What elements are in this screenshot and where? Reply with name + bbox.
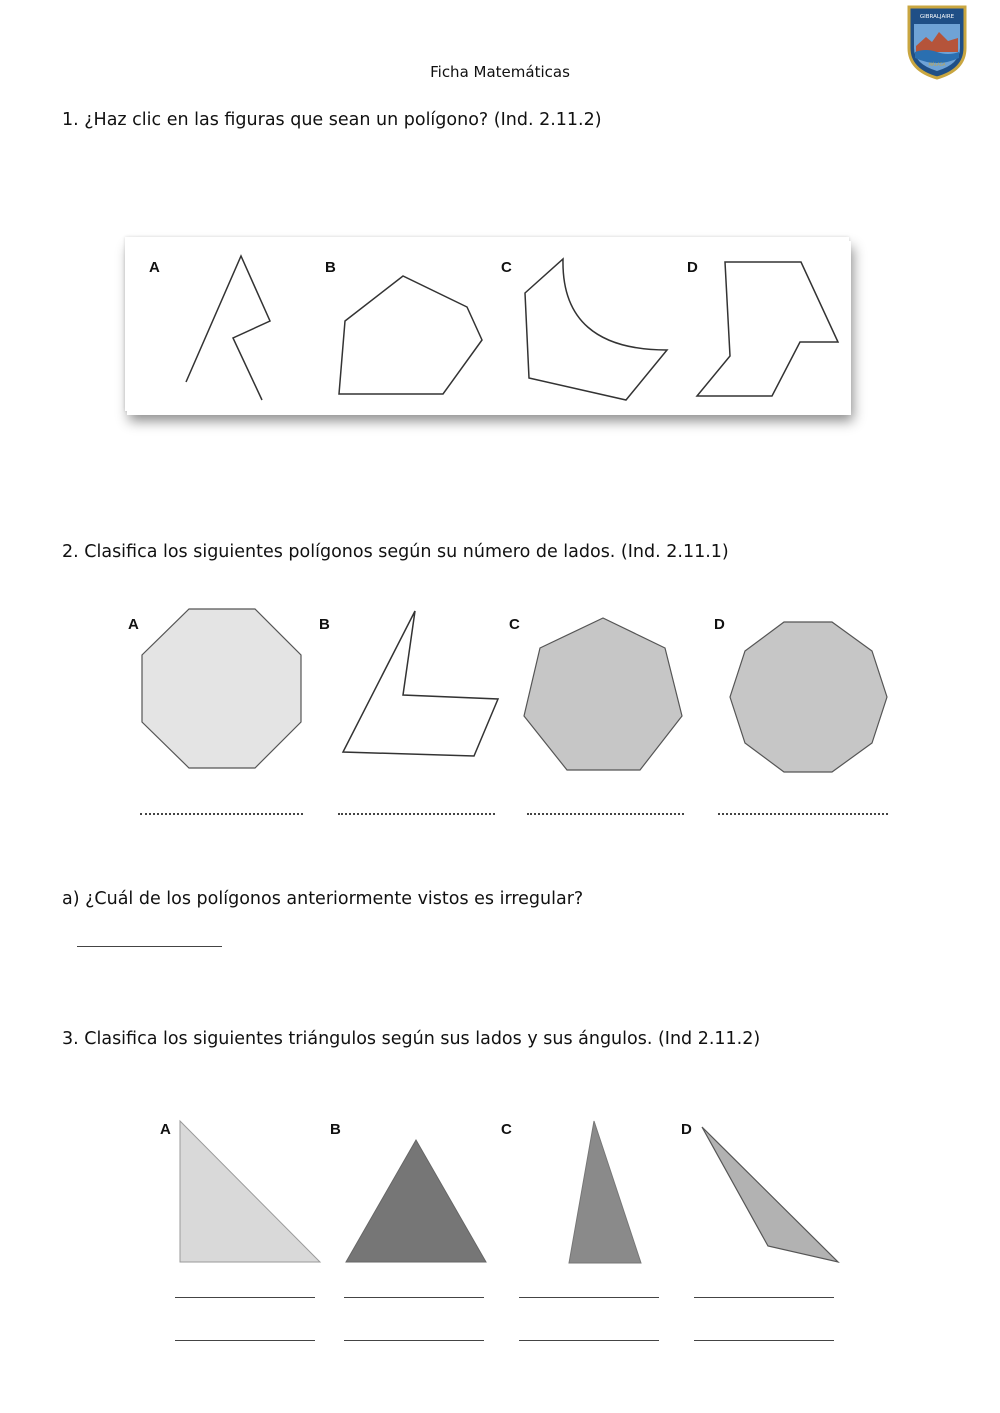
question-1-text: 1. ¿Haz clic en las figuras que sean un polígono? (Ind. 2.11.2) [62,110,602,130]
q1-label-a: A [149,259,160,276]
q3-triangle-d [702,1127,838,1262]
question-2-text: 2. Clasifica los siguientes polígonos según su número de lados. (Ind. 2.11.1) [62,542,729,562]
q1-label-c: C [501,259,512,276]
svg-text:GIBRALJAIRE: GIBRALJAIRE [919,14,955,20]
q3-label-d: D [681,1121,692,1138]
q3-triangle-b [346,1140,486,1262]
q3-answer-b-sides[interactable] [344,1297,484,1298]
q2-label-a: A [128,616,139,633]
q3-answer-d-sides[interactable] [694,1297,834,1298]
q3-answer-b-angles[interactable] [344,1340,484,1341]
q2-label-d: D [714,616,725,633]
q2-label-c: C [509,616,520,633]
q3-triangle-c [569,1121,641,1263]
q3-answer-d-angles[interactable] [694,1340,834,1341]
q3-answer-c-angles[interactable] [519,1340,659,1341]
q3-answer-c-sides[interactable] [519,1297,659,1298]
page-title: Ficha Matemáticas [430,63,570,81]
q3-answer-a-sides[interactable] [175,1297,315,1298]
svg-text:MÁLAGA: MÁLAGA [928,62,946,67]
question-3-text: 3. Clasifica los siguientes triángulos según sus lados y sus ángulos. (Ind 2.11.2) [62,1029,761,1049]
q3-label-c: C [501,1121,512,1138]
q3-label-b: B [330,1121,341,1138]
q1-label-b: B [325,259,336,276]
q3-label-a: A [160,1121,171,1138]
q2-label-b: B [319,616,330,633]
q3-triangle-a [180,1121,320,1262]
q3-answer-a-angles[interactable] [175,1340,315,1341]
question-2a-text: a) ¿Cuál de los polígonos anteriormente vistos es irregular? [62,889,584,909]
q1-label-d: D [687,259,698,276]
